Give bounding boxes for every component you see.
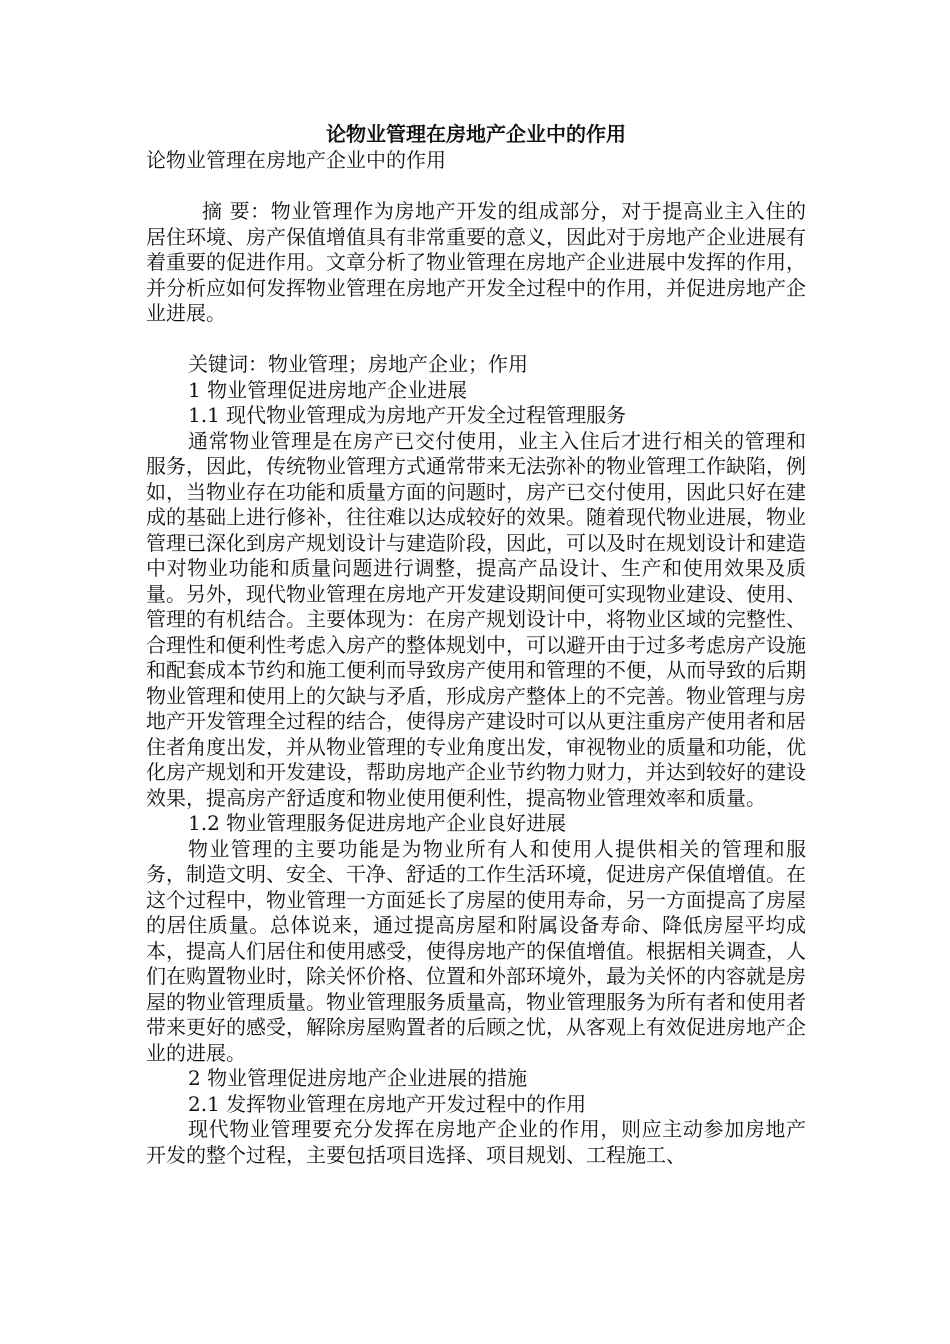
section-2-heading: 2 物业管理促进房地产企业进展的措施	[188, 1066, 528, 1090]
section-2-1-heading: 2.1 发挥物业管理在房地产开发过程中的作用	[188, 1091, 587, 1116]
section-1-2-heading: 1.2 物业管理服务促进房地产企业良好进展	[188, 811, 567, 835]
abstract-paragraph: 摘 要：物业管理作为房地产开发的组成部分，对于提高业主入住的居住环境、房产保值增值具有非常重要的意义，因此对于房地产企业进展有着重要的促进作用。文章分析了物业管理在房地产企业进展中发挥的作用，并分析应如何发挥物业管理在房地产开发全过程中的作用，并促进房地产企业进展。	[146, 199, 806, 325]
blank-line	[146, 327, 806, 353]
blank-line	[146, 174, 806, 200]
section-1-1-heading: 1.1 现代物业管理成为房地产开发全过程管理服务	[188, 403, 627, 427]
section-1-2-paragraph: 物业管理的主要功能是为物业所有人和使用人提供相关的管理和服务，制造文明、安全、干净、舒适的工作生活环境，促进房产保值增值。在这个过程中，物业管理一方面延长了房屋的使用寿命，另一方面提高了房屋的居住质量。总体说来，通过提高房屋和附属设备寿命、降低房屋平均成本，提高人们居住和使用感受，使得房地产的保值增值。根据相关调查，人们在购置物业时，除关怀价格、位置和外部环境外，最为关怀的内容就是房屋的物业管理质量。物业管理服务质量高，物业管理服务为所有者和使用者带来更好的感受，解除房屋购置者的后顾之忧，从客观上有效促进房地产企业的进展。	[146, 836, 806, 1065]
document-subtitle: 论物业管理在房地产企业中的作用	[146, 148, 446, 172]
section-2-1-paragraph: 现代物业管理要充分发挥在房地产企业的作用，则应主动参加房地产开发的整个过程，主要包括项目选择、项目规划、工程施工、	[146, 1117, 806, 1167]
section-1-1-paragraph: 通常物业管理是在房产已交付使用，业主入住后才进行相关的管理和服务，因此，传统物业管理方式通常带来无法弥补的物业管理工作缺陷，例如，当物业存在功能和质量方面的问题时，房产已交付使用，因此只好在建成的基础上进行修补，往往难以达成较好的效果。随着现代物业进展，物业管理已深化到房产规划设计与建造阶段，因此，可以及时在规划设计和建造中对物业功能和质量问题进行调整，提高产品设计、生产和使用效果及质量。另外，现代物业管理在房地产开发建设期间便可实现物业建设、使用、管理的有机结合。主要体现为：在房产规划设计中，将物业区域的完整性、合理性和便利性考虑入房产的整体规划中，可以避开由于过多考虑房产设施和配套成本节约和施工便利而导致房产使用和管理的不便，从而导致的后期物业管理和使用上的欠缺与矛盾，形成房产整体上的不完善。物业管理与房地产开发管理全过程的结合，使得房产建设时可以从更注重房产使用者和居住者角度出发，并从物业管理的专业角度出发，审视物业的质量和功能，优化房产规划和开发建设，帮助房地产企业节约物力财力，并达到较好的建设效果，提高房产舒适度和物业使用便利性，提高物业管理效率和质量。	[146, 428, 806, 810]
document-title: 论物业管理在房地产企业中的作用	[326, 122, 626, 146]
keywords-line: 关键词：物业管理；房地产企业；作用	[188, 352, 528, 376]
section-1-heading: 1 物业管理促进房地产企业进展	[188, 377, 468, 402]
document-page	[146, 120, 806, 1168]
